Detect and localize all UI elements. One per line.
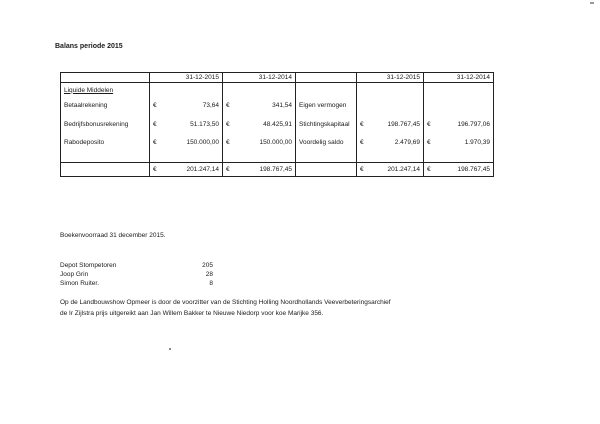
balance-table — [60, 72, 494, 177]
stock-count: 8 — [209, 280, 213, 287]
stock-name: Simon Ruiter. — [60, 280, 100, 287]
currency-symbol: € — [357, 163, 369, 177]
currency-symbol: € — [424, 163, 436, 177]
scan-dot — [169, 348, 171, 350]
value-2014: 48.425,91 — [234, 114, 296, 134]
row-label-right: Stichtingskapitaal — [296, 114, 357, 134]
paragraph-line: de Ir Zijlstra prijs uitgereikt aan Jan Willem Bakker te Nieuwe Niedorp voor koe Marijke 356. — [60, 310, 324, 317]
value-2015: 51.173,50 — [161, 114, 223, 134]
value-2015: 73,64 — [161, 97, 223, 114]
currency-symbol: € — [150, 97, 162, 114]
section-label: Liquide Middelen — [61, 83, 150, 98]
row-label-right: Voordelig saldo — [296, 134, 357, 151]
value-right-2014: 196.797,06 — [435, 114, 494, 134]
total-2015: 201.247,14 — [161, 163, 223, 177]
currency-symbol: € — [357, 134, 369, 151]
currency-symbol: € — [424, 114, 436, 134]
value-right-2015: 2.479,69 — [368, 134, 424, 151]
spacer-row — [61, 151, 494, 163]
table-row — [61, 114, 494, 134]
value-right-2015 — [368, 97, 424, 114]
value-2014: 150.000,00 — [234, 134, 296, 151]
currency-symbol: € — [424, 134, 436, 151]
header-liabilities-2014: 31-12-2014 — [424, 73, 494, 83]
total-right-2015: 201.247,14 — [368, 163, 424, 177]
currency-symbol: € — [223, 97, 235, 114]
header-liabilities-2015: 31-12-2015 — [357, 73, 424, 83]
row-label: Rabodeposito — [61, 134, 150, 151]
table-row — [61, 134, 494, 151]
header-assets-2014: 31-12-2014 — [223, 73, 296, 83]
stock-heading: Boekenvoorraad 31 december 2015. — [60, 232, 166, 239]
header-assets-2015: 31-12-2015 — [150, 73, 223, 83]
currency-symbol: € — [223, 163, 235, 177]
header-blank — [61, 73, 150, 83]
value-right-2014: 1.970,39 — [435, 134, 494, 151]
table-row — [61, 97, 494, 114]
stock-count: 205 — [202, 262, 213, 269]
currency-symbol: € — [150, 114, 162, 134]
value-right-2014 — [435, 97, 494, 114]
value-2015: 150.000,00 — [161, 134, 223, 151]
paragraph-line: Op de Landbouwshow Opmeer is door de voorzitter van de Stichting Holling Noordhollands Veeverbeteringsarchief — [60, 299, 391, 306]
row-label: Bedrijfsbonusrekening — [61, 114, 150, 134]
total-2014: 198.767,45 — [234, 163, 296, 177]
stock-name: Joop Grin — [60, 271, 89, 278]
currency-symbol: € — [150, 134, 162, 151]
value-2014: 341,54 — [234, 97, 296, 114]
currency-symbol: € — [150, 163, 162, 177]
header-blank-2 — [296, 73, 357, 83]
row-label: Betaalrekening — [61, 97, 150, 114]
stock-count: 28 — [205, 271, 213, 278]
row-label-right: Eigen vermogen — [296, 97, 357, 114]
totals-label-blank — [61, 163, 150, 177]
totals-row — [61, 163, 494, 177]
currency-symbol: € — [357, 114, 369, 134]
stock-name: Depot Stompetoren — [60, 262, 117, 269]
currency-symbol: € — [223, 114, 235, 134]
currency-symbol: € — [223, 134, 235, 151]
scan-mark — [590, 2, 594, 4]
page-title: Balans periode 2015 — [55, 43, 123, 50]
table-row — [61, 83, 494, 98]
table-header-row — [61, 73, 494, 83]
value-right-2015: 198.767,45 — [368, 114, 424, 134]
total-right-2014: 198.767,45 — [435, 163, 494, 177]
